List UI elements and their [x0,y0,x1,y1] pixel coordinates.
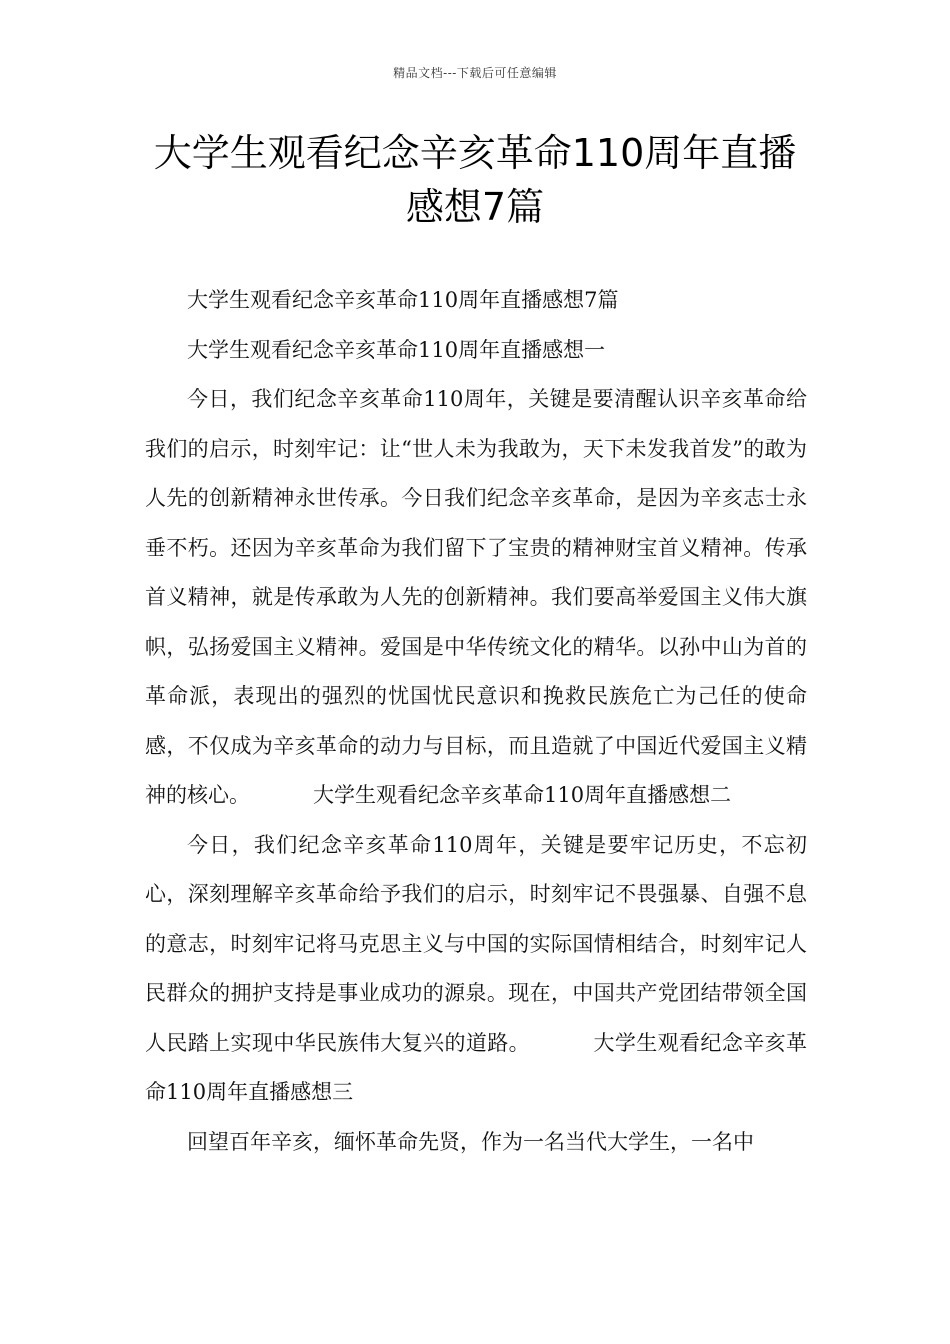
paragraph-3-text: 今日，我们纪念辛亥革命110周年，关键是要清醒认识辛亥革命给我们的启示，时刻牢记：让“世人未为我敢为，天下未发我首发”的敢为人先的创新精神永世传承。今日我们纪念辛亥革命，是因为辛亥志士永垂不朽。还因为辛亥革命为我们留下了宝贵的精神财宝首义精神。传承首义精神，就是传承敢为人先的创新精神。我们要高举爱国主义伟大旗帜，弘扬爱国主义精神。爱国是中华传统文化的精华。以孙中山为首的革命派，表现出的强烈的忧国忧民意识和挽救民族危亡为己任的使命感，不仅成为辛亥革命的动力与目标，而且造就了中国近代爱国主义精神的核心。 [145,387,807,807]
paragraph-3-heading: 大学生观看纪念辛亥革命110周年直播感想二 [313,783,732,807]
paragraph-3 [145,375,807,821]
paragraph-4 [145,821,807,1118]
title-line-1: 大学生观看纪念辛亥革命110周年直播 [153,131,797,175]
paragraph-2: 大学生观看纪念辛亥革命110周年直播感想一 [187,337,606,362]
document-body [145,276,807,1167]
header-note: 精品文档---下载后可任意编辑 [393,66,557,80]
paragraph-5: 回望百年辛亥，缅怀革命先贤，作为一名当代大学生，一名中 [187,1129,754,1154]
title-line-2: 感想7篇 [405,185,545,229]
paragraph-4-text: 今日，我们纪念辛亥革命110周年，关键是要牢记历史，不忘初心，深刻理解辛亥革命给予我们的启示，时刻牢记不畏强暴、自强不息的意志，时刻牢记将马克思主义与中国的实际国情相结合，时刻牢记人民群众的拥护支持是事业成功的源泉。现在，中国共产党团结带领全国人民踏上实现中华民族伟大复兴的道路。 [145,832,807,1055]
document-title [120,126,830,234]
paragraph-1: 大学生观看纪念辛亥革命110周年直播感想7篇 [187,288,619,312]
paragraph-4-heading: 大学生观看纪念辛亥革命110周年直播感想三 [145,1030,808,1104]
